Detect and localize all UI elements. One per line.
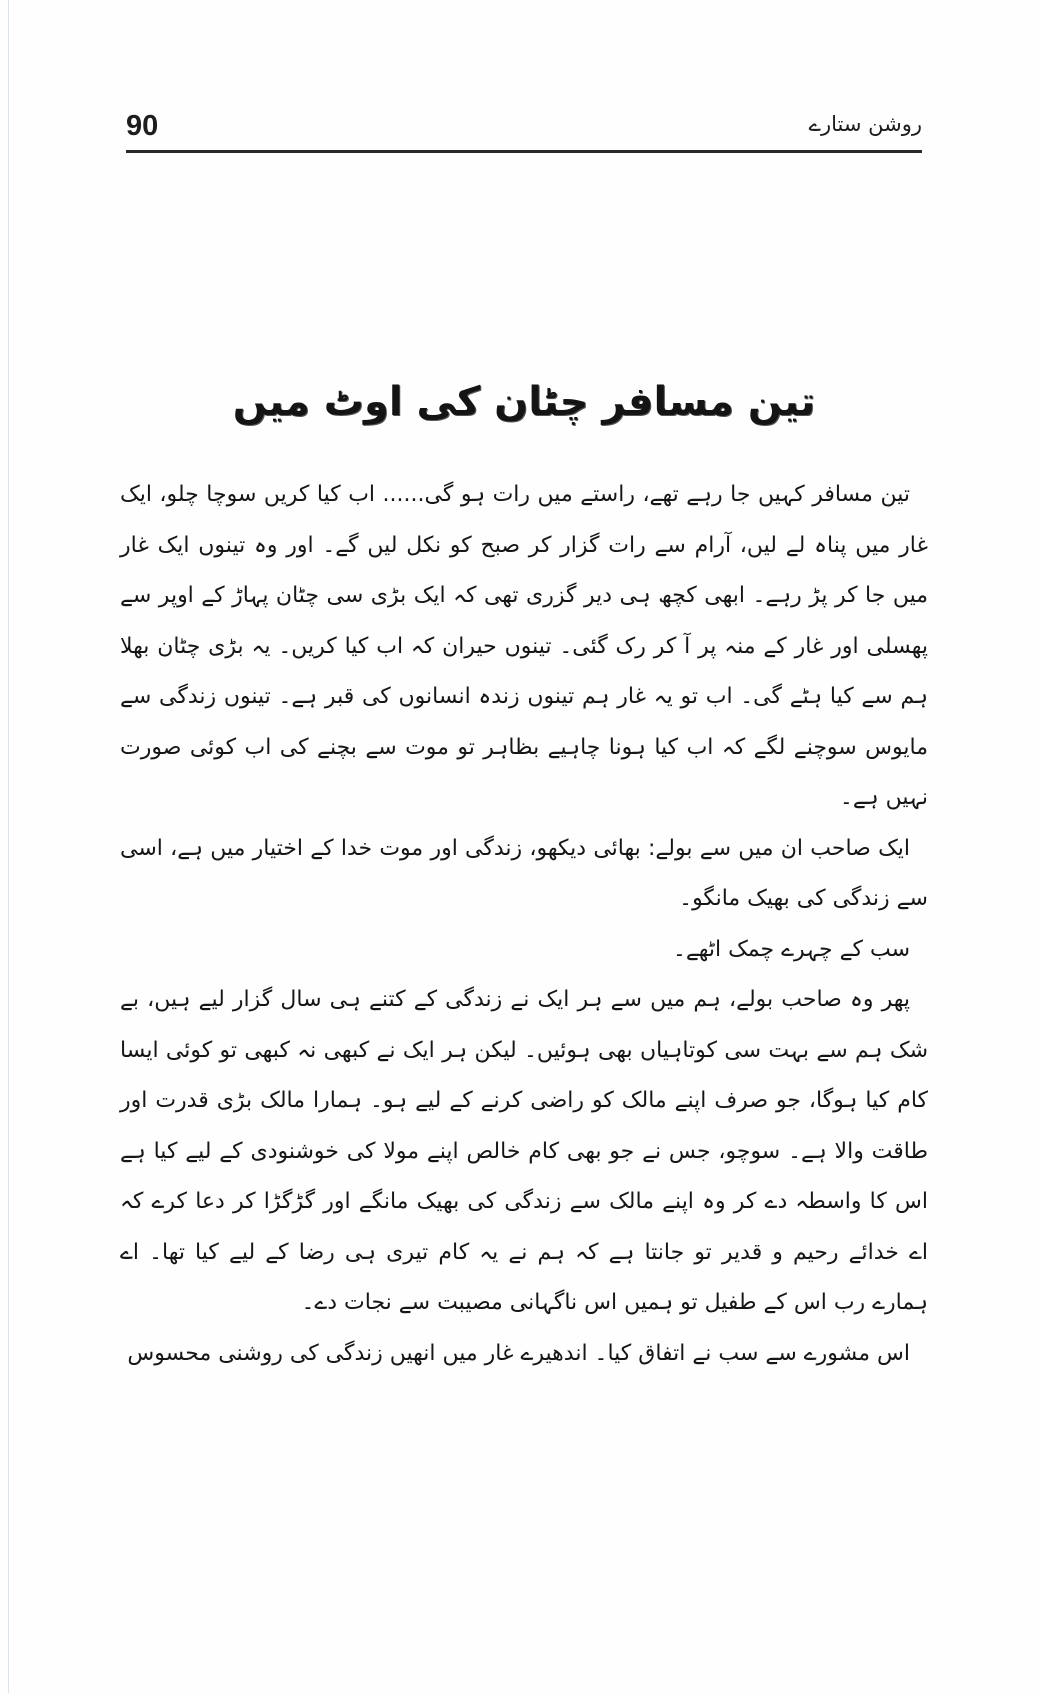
chapter-title: تین مسافر چٹان کی اوٹ میں xyxy=(232,378,816,425)
running-header xyxy=(126,108,922,152)
paragraph: ایک صاحب ان میں سے بولے: بھائی دیکھو، زندگی اور موت خدا کے اختیار میں ہے، اسی سے زندگی کی بھیک مانگو۔ xyxy=(120,835,928,911)
paragraph: اس مشورے سے سب نے اتفاق کیا۔ اندھیرے غار میں انھیں زندگی کی روشنی محسوس xyxy=(127,1340,910,1366)
paragraph: پھر وہ صاحب بولے، ہم میں سے ہر ایک نے زندگی کے کتنے ہی سال گزار لیے ہیں، بے شک ہم سے بہت سی کوتاہیاں بھی ہوئیں۔ لیکن ہر ایک نے کبھی نہ کبھی تو کوئی ایسا کام کیا ہوگا، جو صرف اپنے مالک کو راضی کرنے کے لیے ہو۔ ہمارا مالک بڑی قدرت اور طاقت والا ہے۔ سوچو، جس نے جو بھی کام خالص اپنے مولا کی خوشنودی کے لیے کیا ہے اس کا واسطہ دے کر وہ اپنے مالک سے زندگی کی بھیک مانگے اور گڑگڑا کر دعا کرے کہ اے خدائے رحیم و قدیر تو جانتا ہے کہ ہم نے یہ کام تیری ہی رضا کے لیے کیا تھا۔ اے ہمارے رب اس کے طفیل تو ہمیں اس ناگہانی مصیبت سے نجات دے۔ xyxy=(120,987,928,1315)
page-edge-line xyxy=(8,0,9,1693)
header-divider xyxy=(126,150,922,153)
page-number: 90 xyxy=(126,110,159,142)
body-text xyxy=(120,470,928,1379)
paragraph: سب کے چہرے چمک اٹھے۔ xyxy=(672,936,910,962)
book-title: روشن ستارے xyxy=(808,112,922,136)
paragraph: تین مسافر کہیں جا رہے تھے، راستے میں رات ہو گی...... اب کیا کریں سوچا چلو، ایک غار میں پناہ لے لیں، آرام سے رات گزار کر صبح کو نکل لیں گے۔ اور وہ تینوں ایک غار میں جا کر پڑ رہے۔ ابھی کچھ ہی دیر گزری تھی کہ ایک بڑی سی چٹان پہاڑ کے اوپر سے پھسلی اور غار کے منہ پر آ کر رک گئی۔ تینوں حیران کہ اب کیا کریں۔ یہ بڑی چٹان بھلا ہم سے کیا ہٹے گی۔ اب تو یہ غار ہم تینوں زندہ انسانوں کی قبر ہے۔ تینوں زندگی سے مایوس سوچنے لگے کہ اب کیا ہونا چاہیے بظاہر تو موت سے بچنے کی اب کوئی صورت نہیں ہے۔ xyxy=(120,482,928,810)
